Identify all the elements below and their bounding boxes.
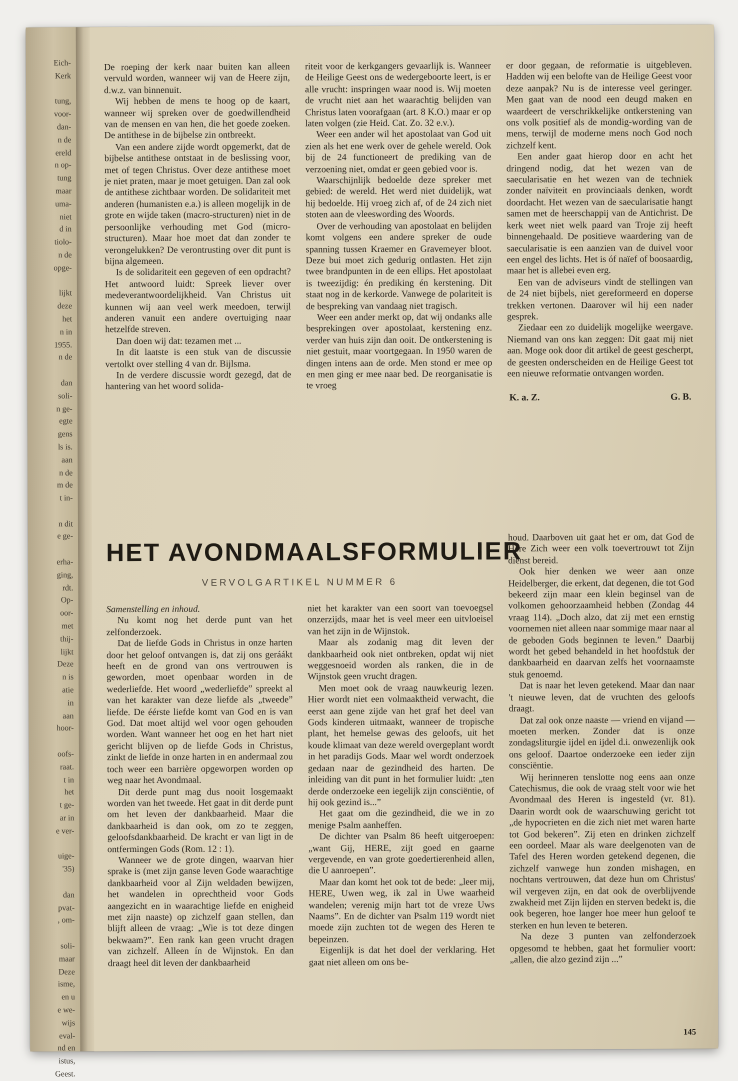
paragraph: t in-	[59, 493, 73, 503]
paragraph: Is de solidariteit een gegeven of een opdracht? Het antwoord luidt: Spreek liever over medeverantwoordelijkheid. Van Christus uit kunnen wij aan veel werk meedoen, terwijl anderen vanuit een andere overtuiging naar hetzelfde streven.	[104, 267, 292, 336]
paragraph: egte	[59, 416, 73, 426]
paragraph: e ver-	[55, 826, 75, 836]
paragraph: in	[67, 698, 74, 708]
paragraph: n de	[59, 467, 73, 477]
paragraph: n is	[62, 672, 74, 682]
paragraph: met	[61, 621, 74, 631]
paragraph: tung,	[54, 96, 72, 106]
paragraph: lijkt	[60, 646, 74, 657]
paragraph: Van een andere zijde wordt opgemerkt, dat de bijbelse antithese ontstaat in de beslissing voor, met of tegen Christus. Over deze antithese moet je niet praten, maar je moet getuigen. Dan zal ook de antithese zichtbaar worden. De solidariteit met anderen (humanisten e.a.) is alleen mogelijk in de grote en wijde taken (macro-structuren) niet in de persoonlijke verhouding met God (micro-structuren). Maar hoe moet dat dan zonder te verongelukken? De verontrusting over dit punt is bijna algemeen.	[104, 142, 291, 268]
paragraph: De roeping der kerk naar buiten kan alleen vervuld worden, wanneer wij van de Heere zijn, d.w.z. van binnenuit.	[103, 62, 291, 96]
paragraph: e we-	[57, 1005, 76, 1015]
paragraph: uige-	[57, 851, 75, 861]
paragraph	[27, 275, 72, 288]
paragraph: Deze	[58, 966, 75, 976]
paragraph: deze	[57, 301, 73, 311]
paragraph: Men moet ook de vraag nauwkeurig lezen. Hier wordt niet een volmaaktheid verwacht, die eerst aan gene zijde van het graf het deel van Gods kinderen uitmaakt, wanneer de tropische plant, het hemelse gewas des geloofs, uit het koude klimaat van deze wereld overgeplant wordt in het paradijs Gods. Maar wel wordt onderzoek gedaan naar de gezindheid des harten. De inleiding van dit punt in het formulier luidt: „ten derde onderzoeke een iegelijk zijn consciëntie, of hij ook gezind is...”	[307, 683, 495, 809]
paragraph: n ge-	[56, 403, 73, 413]
paragraph: Een van de adviseurs vindt de stellingen van de 24 niet bijbels, niet gereformeerd en doperse trekken vertonen. Daarover wil hij een nader gesprek.	[506, 277, 694, 323]
paragraph: dan	[60, 378, 73, 388]
paragraph: Weer een ander merkt op, dat wij ondanks alle besprekingen over apostolaat, kerstening enz. verder van huis zijn dan ooit. De ontkerstening is niet gestuit, maar voortgegaan. In 1950 waren de dingen intens aan de orde. Men stond er mee op en men ging er mee naar bed. De reorganisatie is te vroeg	[306, 312, 493, 392]
paragraph: De dichter van Psalm 86 heeft uitgeroepen: „want Gij, HERE, zijt goed en gaarne vergevende, en van grote goedertierenheid allen, die U aanroepen”.	[308, 831, 495, 877]
paragraph: Eigenlijk is dat het doel der verklaring. Het gaat niet alleen om ons be-	[308, 945, 495, 968]
paragraph: erha-	[56, 557, 74, 567]
avondmaal-article	[106, 533, 696, 1028]
signature-right: G. B.	[670, 392, 692, 404]
paragraph: n de	[58, 250, 72, 260]
paragraph	[29, 838, 74, 851]
article-title: HET AVONDMAALSFORMULIER	[106, 537, 523, 568]
paragraph	[28, 505, 73, 518]
paragraph: isme,	[57, 979, 75, 989]
avondmaal-column-2	[307, 603, 495, 1026]
paragraph: er door gegaan, de reformatie is uitgebleven. Hadden wij een belofte van de Heilige Geest voor deze aanpak? Nu is de interesse veel geringer. Men gaat van de nood een deugd maken en waardeert de verschrikkelijke ontkerstening van ons volk positief als de mondig-wording van de mens, terwijl de moderne mens noch God noch zichzelf kent.	[505, 60, 693, 152]
paragraph: dan	[62, 890, 75, 900]
discussion-column-3-wrap	[506, 61, 694, 520]
paragraph	[29, 736, 74, 749]
paragraph: In dit laatste is een stuk van de discussie vertolkt over stelling 4 van dr. Bijlsma.	[105, 347, 292, 370]
paragraph: istus,	[58, 1056, 76, 1066]
paragraph: Na deze 3 punten van zelfonderzoek opgesomd te hebben, gaat het formulier voort: „allen, die alzo gezind zijn ...”	[509, 931, 696, 966]
paragraph: wijs	[61, 1018, 76, 1028]
paragraph: m de	[56, 480, 73, 490]
avondmaal-heading	[106, 533, 523, 605]
paragraph: Deze	[57, 659, 74, 669]
avondmaal-column-1	[106, 604, 294, 1027]
paragraph: n op-	[54, 160, 72, 170]
paragraph	[26, 83, 71, 96]
paragraph: en u	[61, 992, 76, 1002]
paragraph: houd. Daarboven uit gaat het er om, dat God de Here Zich weer een volk toevertrouwt tot Zijn dienst bereid.	[507, 532, 695, 567]
paragraph: niet	[59, 211, 72, 221]
paragraph: Ook hier denken we weer aan onze Heidelberger, die erkent, dat degenen, die tot God bekeerd zijn maar een klein beginsel van de volkomen gehoorzaamheid hebben (Zondag 44 vraag 114). „Doch alzo, dat zij met een ernstig voornemen niet alleen naar sommige maar naar al de geboden Gods beginnen te leven.” Daarbij wordt het gebed behandeld in het hoofdstuk der dankbaarheid en daarvan zelfs het voornaamste stuk genoemd.	[508, 566, 695, 681]
paragraph: niet het karakter van een soort van toevoegsel onzerzijds, maar het is veel meer een uitvloeisel van het zijn in de Wijnstok.	[307, 603, 494, 638]
paragraph: ar in	[59, 813, 75, 823]
paragraph: oor-	[60, 608, 74, 618]
paragraph: n dit	[58, 518, 73, 529]
paragraph	[29, 876, 74, 889]
paragraph: n in	[59, 327, 73, 337]
paragraph: n de	[57, 135, 72, 145]
paragraph: Een ander gaat hierop door en acht het dringend nodig, dat het wezen van de saecularisatie en het wezen van de techniek zonder naïviteit en provinciaals denken, wordt doordacht. Het wezen van de saecularisatie hangt samen met de heerschappij van de Antichrist. De kerk weet niet welk paard van Troje zij heeft binnengehaald. De positieve waardering van de saecularisatie is een aanzien van de duivel voor een engel des lichts. Het is óf naïef of boosaardig, maar het is allebei even erg.	[506, 151, 693, 277]
signature-row	[507, 393, 693, 404]
paragraph: atie	[62, 685, 74, 695]
paragraph	[30, 927, 75, 940]
paragraph: Samenstelling en inhoud.	[106, 604, 201, 616]
paragraph: ls is.	[57, 442, 73, 452]
paragraph: raat.	[59, 762, 75, 772]
signature-left: K. a. Z.	[509, 393, 540, 404]
scanned-magazine-page	[26, 25, 718, 1079]
paragraph: nd en	[57, 1043, 76, 1053]
paragraph: ereld	[55, 147, 72, 157]
paragraph: Waarschijnlijk bedoelde deze spreker met gebied: de wereld. Het werd niet duidelijk, wat hij bedoelde. Hij vroeg zich af, of de 24 zich niet stoten aan de vleeswording des Woords.	[305, 175, 492, 221]
paragraph: d in	[59, 224, 72, 234]
paragraph: tung	[57, 173, 72, 183]
paragraph: het	[64, 787, 75, 797]
paragraph: Wij hebben de mens te hoog op de kaart, wanneer wij spreken over de goedwillendheid van de mensen en van hen, die het goede zoeken. De antithese in de bijbelse zin ontbreekt.	[104, 96, 291, 142]
paragraph: het	[62, 314, 73, 324]
paragraph: e ge-	[57, 531, 74, 541]
paragraph: soli-	[58, 391, 73, 401]
discussion-column-3	[506, 61, 693, 381]
paragraph: Op-	[60, 595, 74, 605]
paragraph: Maar dan komt het ook tot de bede: „leer mij, HERE, Uwen weg, ik zal in Uwe waarheid wandelen; verenig mijn hart tot de vreze Uws Naams”. En de dichter van Psalm 119 wordt niet moede zijn zuchten tot de wegen des Heren te bepeinzen.	[308, 877, 495, 946]
paragraph: Nu komt nog het derde punt van het zelfonderzoek.	[106, 615, 293, 638]
paragraph: Dat is naar het leven getekend. Maar dan naar 't nieuwe leven, dat de vruchten des geloofs draagt.	[508, 680, 695, 715]
paragraph: 1955.	[54, 339, 73, 349]
paragraph: Ziedaar een zo duidelijk mogelijke weergave. Niemand van ons kan zeggen: Dit gaat mij niet aan. Moge ook door dit artikel de geest gescherpt, de geesten onderscheiden en de Heilige Geest tot een nieuwe reformatie ontvangen worden.	[507, 322, 694, 380]
paragraph: aan	[62, 710, 74, 720]
paragraph: , om-	[57, 915, 75, 925]
paragraph: n de	[58, 352, 73, 362]
avondmaal-column-3	[508, 533, 696, 1026]
paragraph: dan-	[56, 122, 72, 132]
paragraph: Weer een ander wil het apostolaat van God uit zien als het ene werk over de gehele wereld. Ook bij de 24 functioneert de prediking van de verzoening niet, omdat er geen gebied voor is.	[305, 129, 492, 175]
article-subtitle: VERVOLGARTIKEL NUMMER 6	[201, 576, 398, 589]
avondmaal-columns	[106, 603, 495, 1027]
paragraph: rdt.	[62, 582, 74, 593]
paragraph: Wanneer we de grote dingen, waarvan hier sprake is (met zijn ganse leven Gode waarachtige dankbaarheid voor al Zijn weldaden bewijzen, het wandelen in oprechtheid voor Gods aangezicht en in waarachtige liefde en enigheid met zijn naaste) op zichzelf gaan stellen, dan blijft alleen de vraag: „Wie is tot deze dingen bekwaam?”. Een rank kan geen vrucht dragen van zichzelf. Alleen ín de Wijnstok. En dan draagt heel dit leven der dankbaarheid	[107, 855, 294, 969]
paragraph: opge-	[53, 263, 72, 273]
paragraph: maar	[55, 186, 72, 196]
paragraph: thij-	[60, 634, 74, 644]
previous-page-edge	[26, 27, 80, 1079]
paragraph: hoor-	[56, 723, 74, 733]
discussion-article	[104, 61, 694, 522]
paragraph: Dit derde punt mag dus nooit losgemaakt worden van het tweede. Het gaat in dit derde punt om het leven der dankbaarheid. Maar die dankbaarheid is dan ook, om zo te zeggen, geloofsdankbaarheid. De kracht er van ligt in de ontfermingen Gods (Rom. 12 : 1).	[107, 786, 294, 855]
paragraph: riteit voor de kerkgangers gevaarlijk is. Wanneer de Heilige Geest ons de wedergeboorte leert, is er alle vrucht: inspringen waar nood is. Wij moeten de vrucht niet aan het waarachtig belijden van Christus laten voorafgaan (art. 8 K.O.) maar er op laten volgen (zie Heid. Cat. Zo. 32 e.v.).	[304, 61, 492, 130]
paragraph: maar	[58, 954, 75, 964]
paragraph: gens	[57, 429, 73, 439]
paragraph	[28, 544, 73, 557]
paragraph: Het gaat om die gezindheid, die we in zo menige Psalm aanheffen.	[308, 808, 495, 831]
paragraph: voor-	[53, 109, 72, 119]
paragraph: In de verdere discussie wordt gezegd, dat de hantering van het woord solida-	[105, 370, 292, 393]
paragraph: oofs-	[57, 749, 74, 759]
paragraph: aan	[61, 455, 73, 465]
paragraph: t ge-	[59, 800, 75, 810]
discussion-column-2	[305, 61, 493, 520]
paragraph: Kerk	[54, 71, 71, 81]
discussion-column-1	[104, 62, 292, 521]
paragraph: Dat zal ook onze naaste — vriend en vijand — moeten merken. Zonder dat is onze zondagsliturgie ijdel en ijdel d.i. onwezenlijk ook ons geloof. Daartoe onderzoeke een ieder zijn consciëntie.	[508, 715, 695, 772]
paragraph	[27, 364, 72, 377]
page-number: 145	[683, 1026, 697, 1037]
avondmaal-left-block	[106, 533, 523, 1027]
paragraph: t in	[63, 774, 75, 784]
paragraph: uma-	[55, 199, 72, 209]
paragraph: Dan doen wij dat: tezamen met ...	[116, 336, 242, 347]
paragraph: Over de verhouding van apostolaat en belijden komt volgens een andere spreker de oude spanning tussen Kraemer en Gravemeyer bloot. Deze bui moet zich gedurig ontlasten. Het zijn twee brandpunten in de een ellips. Het apostolaat is tweezijdig: én prediking én kerstening. Dit staat nog in de kerkorde. Vanwege de polariteit is de bespreking van vandaag niet tragisch.	[305, 221, 492, 312]
paragraph: lijkt	[59, 288, 72, 298]
paragraph: tiolo-	[54, 237, 72, 247]
paragraph: Maar als zodanig mag dit leven der dankbaarheid ook niet ontbreken, opdat wij niet weggesnoeid worden als ranken, die in de Wijnstok geen vrucht dragen.	[307, 637, 494, 683]
paragraph: Wij herinneren tenslotte nog eens aan onze Catechismus, die ook de vraag stelt voor wie het Avondmaal des Heren is ingesteld (vr. 81). Daarin wordt ook de waarschuwing gericht tot „de hypocrieten en die zich niet met waren harte tot God bekeren”. Zij eten en drinken zichzelf een oordeel. Maar als ware deelgenoten van de Tafel des Heren worden getekend degenen, die zichzelf vanwege hun zonden mishagen, en nochtans vertrouwen, dat deze hun om Christus' wil vergeven zijn, en dat ook de overblijvende zwakheid met Zijn lijden en sterven bedekt is, die ook begeren, hoe langer hoe meer hun geloof te sterken en hun leven te beteren.	[509, 772, 696, 932]
paragraph: pvat-	[58, 902, 75, 912]
paragraph: ging,	[56, 570, 74, 580]
paragraph: Eich-	[53, 58, 71, 68]
paragraph: '35)	[62, 864, 75, 874]
paragraph: Geest.	[55, 1069, 76, 1079]
paragraph: eval-	[59, 1030, 76, 1040]
paragraph: soli-	[60, 941, 75, 951]
paragraph: Dat de liefde Gods in Christus in onze harten door het geloof ontvangen is, dat zij ons geráákt heeft en de grond van ons vertrouwen is geworden, moet openbaar worden in de wederliefde. Het woord „wederliefde” spreekt al van het karakter van deze liefde als „tweede” liefde. De éérste liefde komt van God en is van God. Dat moet altijd wel voor ogen gehouden worden. Want wanneer het oog en het hart niet gericht blijven op de liefde Gods in Christus, zinkt de liefde in onze harten in en andermaal zou toch weer een barrière opgeworpen worden op weg naar het Avondmaal.	[106, 638, 294, 787]
page-content	[90, 25, 718, 1052]
